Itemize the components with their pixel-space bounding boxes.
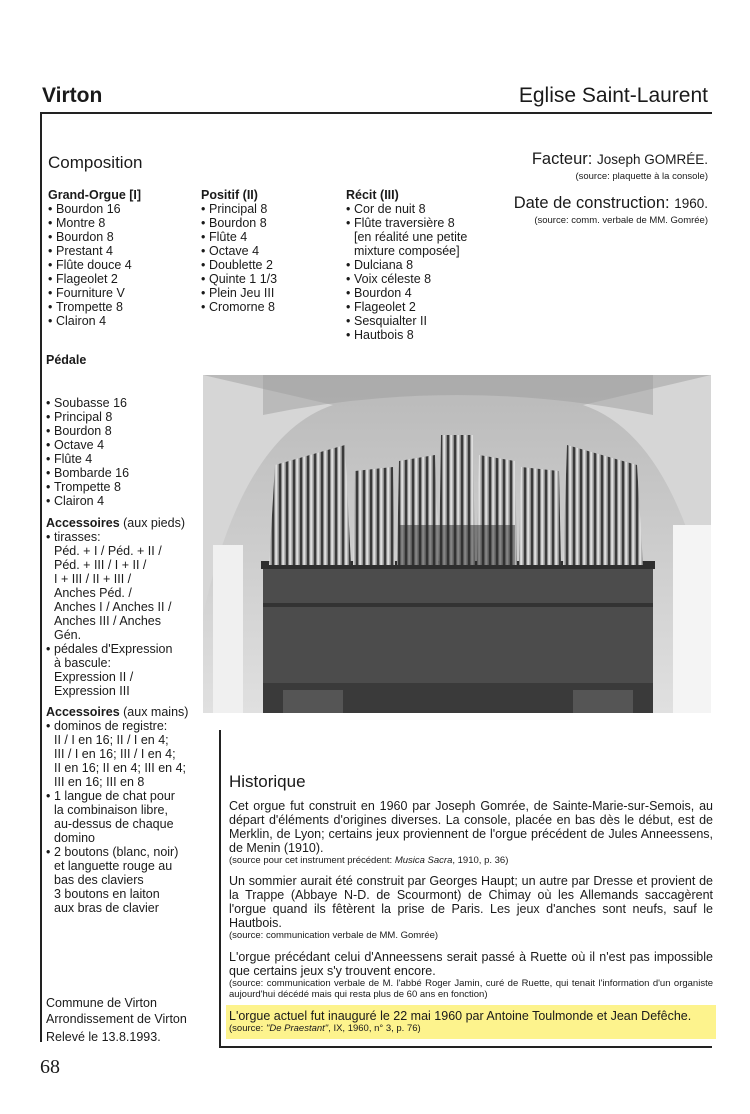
stop-item: • Flûte 4	[46, 452, 211, 466]
stop-item: • Trompette 8	[48, 300, 141, 314]
stop-item: • Trompette 8	[46, 480, 211, 494]
facteur-value: Joseph GOMRÉE.	[596, 152, 708, 167]
stop-item: • Dulciana 8	[346, 258, 467, 272]
grand-orgue-stops	[48, 202, 141, 328]
stop-item: • Flageolet 2	[346, 300, 467, 314]
grand-orgue-section	[48, 188, 141, 328]
date-source: (source: comm. verbale de MM. Gomrée)	[534, 215, 708, 226]
accessory-item: • dominos de registre: II / I en 16; II / I en 4; III / I en 16; III / I en 4; II en 16; II en 4; III en 4; III en 16; III en 8	[46, 719, 211, 789]
positif-title: Positif (II)	[201, 188, 258, 202]
stop-item: • Plein Jeu III	[201, 286, 277, 300]
accessoires-pieds-title: Accessoires (aux pieds)	[46, 516, 185, 530]
facteur-source: (source: plaquette à la console)	[575, 171, 708, 182]
organ-photo	[203, 375, 711, 713]
positif-stops	[201, 202, 277, 314]
stop-item: • Voix céleste 8	[346, 272, 467, 286]
page-number: 68	[40, 1056, 60, 1078]
stop-item: • Clairon 4	[48, 314, 141, 328]
stop-item: • Bourdon 8	[201, 216, 277, 230]
stop-item: • Principal 8	[46, 410, 211, 424]
releve-date: Relevé le 13.8.1993.	[46, 1030, 161, 1044]
date-value: 1960.	[674, 196, 708, 211]
history-frame-rule	[219, 730, 221, 1048]
stop-item: • Bourdon 8	[48, 230, 141, 244]
stop-item: • Cor de nuit 8	[346, 202, 467, 216]
positif-section	[201, 188, 277, 314]
historique-paragraph-1: Cet orgue fut construit en 1960 par Joseph Gomrée, de Sainte-Marie-sur-Semois, au départ d'éléments d'origines diverses. La console, placée en bas dès le début, est de Merklin, de Lyon; certains jeux proviennent de l'orgue précédent de Jules Anneessens, de Menin (1910). (source pour cet instrument précédent: Musica Sacra, 1910, p. 36)	[229, 799, 713, 866]
stop-item: • Bombarde 16	[46, 466, 211, 480]
stop-item: • Flûte traversière 8	[346, 216, 467, 230]
recit-title: Récit (III)	[346, 188, 399, 202]
header-rule	[40, 112, 712, 114]
stop-item: • Flageolet 2	[48, 272, 141, 286]
pedale-section	[46, 396, 211, 508]
historique-paragraph-2: Un sommier aurait été construit par Georges Haupt; un autre par Dresse et provient de la Trappe (Abbaye N-D. de Scourmont) de Chimay où les Allemands saccagèrent l'orgue quand ils fêtèrent la prise de Paris. Les jeux d'anches sont neufs, sauf le Hautbois. (source: communication verbale de MM. Gomrée)	[229, 874, 713, 941]
accessoires-pieds-items	[46, 530, 211, 698]
stop-item: • Fourniture V	[48, 286, 141, 300]
accessoires-pieds-section	[46, 516, 211, 698]
commune-line-1: Commune de Virton	[46, 996, 157, 1010]
pedale-title: Pédale	[46, 353, 87, 367]
stop-item: • Bourdon 4	[346, 286, 467, 300]
stop-item: • Flûte 4	[201, 230, 277, 244]
facteur-label: Facteur:	[531, 150, 593, 168]
recit-section	[346, 188, 467, 342]
stop-item: • Flûte douce 4	[48, 258, 141, 272]
date-construction-block	[514, 194, 708, 226]
accessory-item: • tirasses: Péd. + I / Péd. + II / Péd. + III / I + II / I + III / II + III / Anches Péd. / Anches I / Anches II / Anches III / Anches Gén.	[46, 530, 211, 642]
facteur-block	[532, 150, 708, 182]
stop-item: [en réalité une petite	[354, 230, 468, 244]
accessory-item: • pédales d'Expression à bascule: Expression II / Expression III	[46, 642, 211, 698]
stop-item: mixture composée]	[354, 244, 460, 258]
stop-item: • Bourdon 8	[46, 424, 211, 438]
stop-item: • Quinte 1 1/3	[201, 272, 277, 286]
accessory-item: • 2 boutons (blanc, noir) et languette rouge au bas des claviers 3 boutons en laiton aux bras de clavier	[46, 845, 211, 915]
pedale-stops	[46, 396, 211, 508]
stop-item: • Hautbois 8	[346, 328, 467, 342]
stop-item: • Prestant 4	[48, 244, 141, 258]
stop-item: • Octave 4	[201, 244, 277, 258]
grand-orgue-title: Grand-Orgue [I]	[48, 188, 142, 202]
stop-item: • Cromorne 8	[201, 300, 277, 314]
stop-item: • Octave 4	[46, 438, 211, 452]
accessoires-mains-items	[46, 719, 211, 915]
history-bottom-rule	[219, 1046, 712, 1048]
stop-item: • Principal 8	[201, 202, 277, 216]
church-name: Eglise Saint-Laurent	[518, 84, 708, 107]
left-frame-rule	[40, 112, 42, 1042]
accessoires-mains-title: Accessoires (aux mains)	[46, 705, 189, 719]
accessoires-mains-section	[46, 705, 211, 915]
historique-paragraph-4: L'orgue actuel fut inauguré le 22 mai 1960 par Antoine Toulmonde et Jean Defêche. (source: "De Praestant", IX, 1960, n° 3, p. 76)	[229, 1009, 692, 1034]
commune-block	[46, 995, 187, 1027]
stop-item: • Bourdon 16	[48, 202, 141, 216]
stop-item: • Doublette 2	[201, 258, 277, 272]
stop-item: • Soubasse 16	[46, 396, 211, 410]
stop-item: • Sesquialter II	[346, 314, 467, 328]
accessory-item: • 1 langue de chat pour la combinaison libre, au-dessus de chaque domino	[46, 789, 211, 845]
date-label: Date de construction:	[513, 194, 670, 212]
commune-line-2: Arrondissement de Virton	[46, 1012, 187, 1026]
recit-stops	[346, 202, 467, 342]
historique-paragraph-3: L'orgue précédant celui d'Anneessens serait passé à Ruette où il n'est pas impossible que certains jeux s'y trouvent encore. (source: communication verbale de M. l'abbé Roger Jamin, curé de Ruette, qui tenait l'information d'un organiste aujourd'hui décédé mais qui resta plus de 60 ans en fonction)	[229, 950, 713, 1000]
town-name: Virton	[42, 84, 103, 107]
stop-item: • Montre 8	[48, 216, 141, 230]
composition-title: Composition	[48, 153, 143, 172]
stop-item: • Clairon 4	[46, 494, 211, 508]
historique-title: Historique	[229, 772, 306, 791]
